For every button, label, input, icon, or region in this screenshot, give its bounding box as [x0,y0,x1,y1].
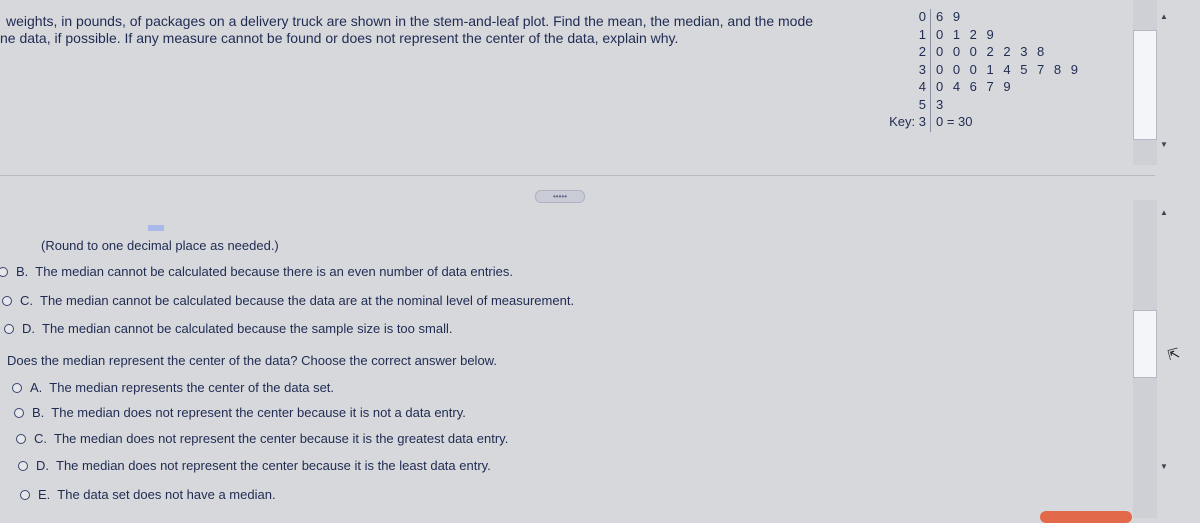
center-question: Does the median represent the center of the data? Choose the correct answer below. [7,353,497,368]
stem: 3 [918,61,926,77]
scroll-up-icon[interactable]: ▲ [1160,208,1168,217]
leaves: 0 1 2 9 [936,26,997,42]
scroll-down-icon[interactable]: ▼ [1160,462,1168,471]
question-line-2: ne data, if possible. If any measure cannot be found or does not represent the center of the data, explain why. [0,30,679,46]
stem-divider [930,97,931,115]
mouse-cursor-icon: ⇱ [1166,344,1182,364]
choice-letter: C. [34,431,47,446]
radio-button[interactable] [2,296,12,306]
choice-text: The median represents the center of the data set. [49,380,335,395]
stem: 2 [918,44,926,59]
choice-letter: C. [20,293,33,308]
stem-divider [930,44,931,62]
leaves: 0 0 0 2 2 3 8 [936,44,1048,59]
question-text [0,13,870,47]
expand-button[interactable]: ••••• [535,190,585,203]
answer-input-box[interactable] [148,225,164,231]
choice-text: The median cannot be calculated because there is an even number of data entries. [35,264,513,279]
center-choice-e[interactable] [20,487,276,502]
choice-letter: B. [32,405,45,420]
choice-text: The median does not represent the center because it is the least data entry. [56,458,491,473]
choice-letter: E. [38,487,51,502]
data-panel-scrollbar[interactable] [1133,0,1157,165]
stem-divider [930,9,931,27]
stem: 4 [918,79,926,94]
choice-text: The median does not represent the center because it is the greatest data entry. [54,431,509,446]
choice-text: The median cannot be calculated because the sample size is too small. [42,321,453,336]
radio-button[interactable] [0,267,8,277]
choice-text: The data set does not have a median. [57,487,276,502]
stem-divider [930,79,931,97]
scroll-down-icon[interactable]: ▼ [1160,140,1168,149]
center-choice-b[interactable] [14,405,466,420]
choice-letter: B. [16,264,29,279]
stem-divider [930,27,931,45]
leaves: 0 0 0 1 4 5 7 8 9 [936,61,1081,77]
radio-button[interactable] [4,324,14,334]
scroll-up-icon[interactable]: ▲ [1160,12,1168,21]
leaves: 3 [936,96,947,112]
median-choice-b[interactable] [0,264,513,279]
radio-button[interactable] [12,383,22,393]
rounding-note: (Round to one decimal place as needed.) [41,238,279,253]
key-value: 0 = 30 [936,114,973,129]
scrollbar-thumb[interactable] [1133,30,1157,140]
question-panel-scrollbar[interactable] [1133,200,1157,518]
radio-button[interactable] [20,490,30,500]
center-choice-c[interactable] [16,431,508,446]
choice-letter: D. [22,321,35,336]
radio-button[interactable] [14,408,24,418]
stem: 5 [918,96,926,112]
check-answer-button[interactable] [1040,511,1132,523]
stem-divider [930,114,931,132]
question-line-1: weights, in pounds, of packages on a delivery truck are shown in the stem-and-leaf plot. Find the mean, the median, and the mode [6,13,814,29]
center-choice-d[interactable] [18,458,491,473]
choice-text: The median cannot be calculated because the data are at the nominal level of measurement. [40,293,575,308]
scrollbar-thumb[interactable] [1133,310,1157,378]
radio-button[interactable] [18,461,28,471]
stem: 0 [918,9,926,24]
leaves: 6 9 [936,9,964,24]
median-choice-d[interactable] [4,321,452,336]
radio-button[interactable] [16,434,26,444]
stem: 1 [918,26,926,42]
center-choice-a[interactable] [12,380,334,395]
section-divider [0,175,1155,176]
choice-letter: A. [30,380,43,395]
choice-text: The median does not represent the center because it is not a data entry. [51,405,466,420]
leaves: 0 4 6 7 9 [936,79,1014,94]
median-choice-c[interactable] [2,293,574,308]
choice-letter: D. [36,458,49,473]
key-label: Key: 3 [889,114,926,129]
stem-divider [930,62,931,80]
